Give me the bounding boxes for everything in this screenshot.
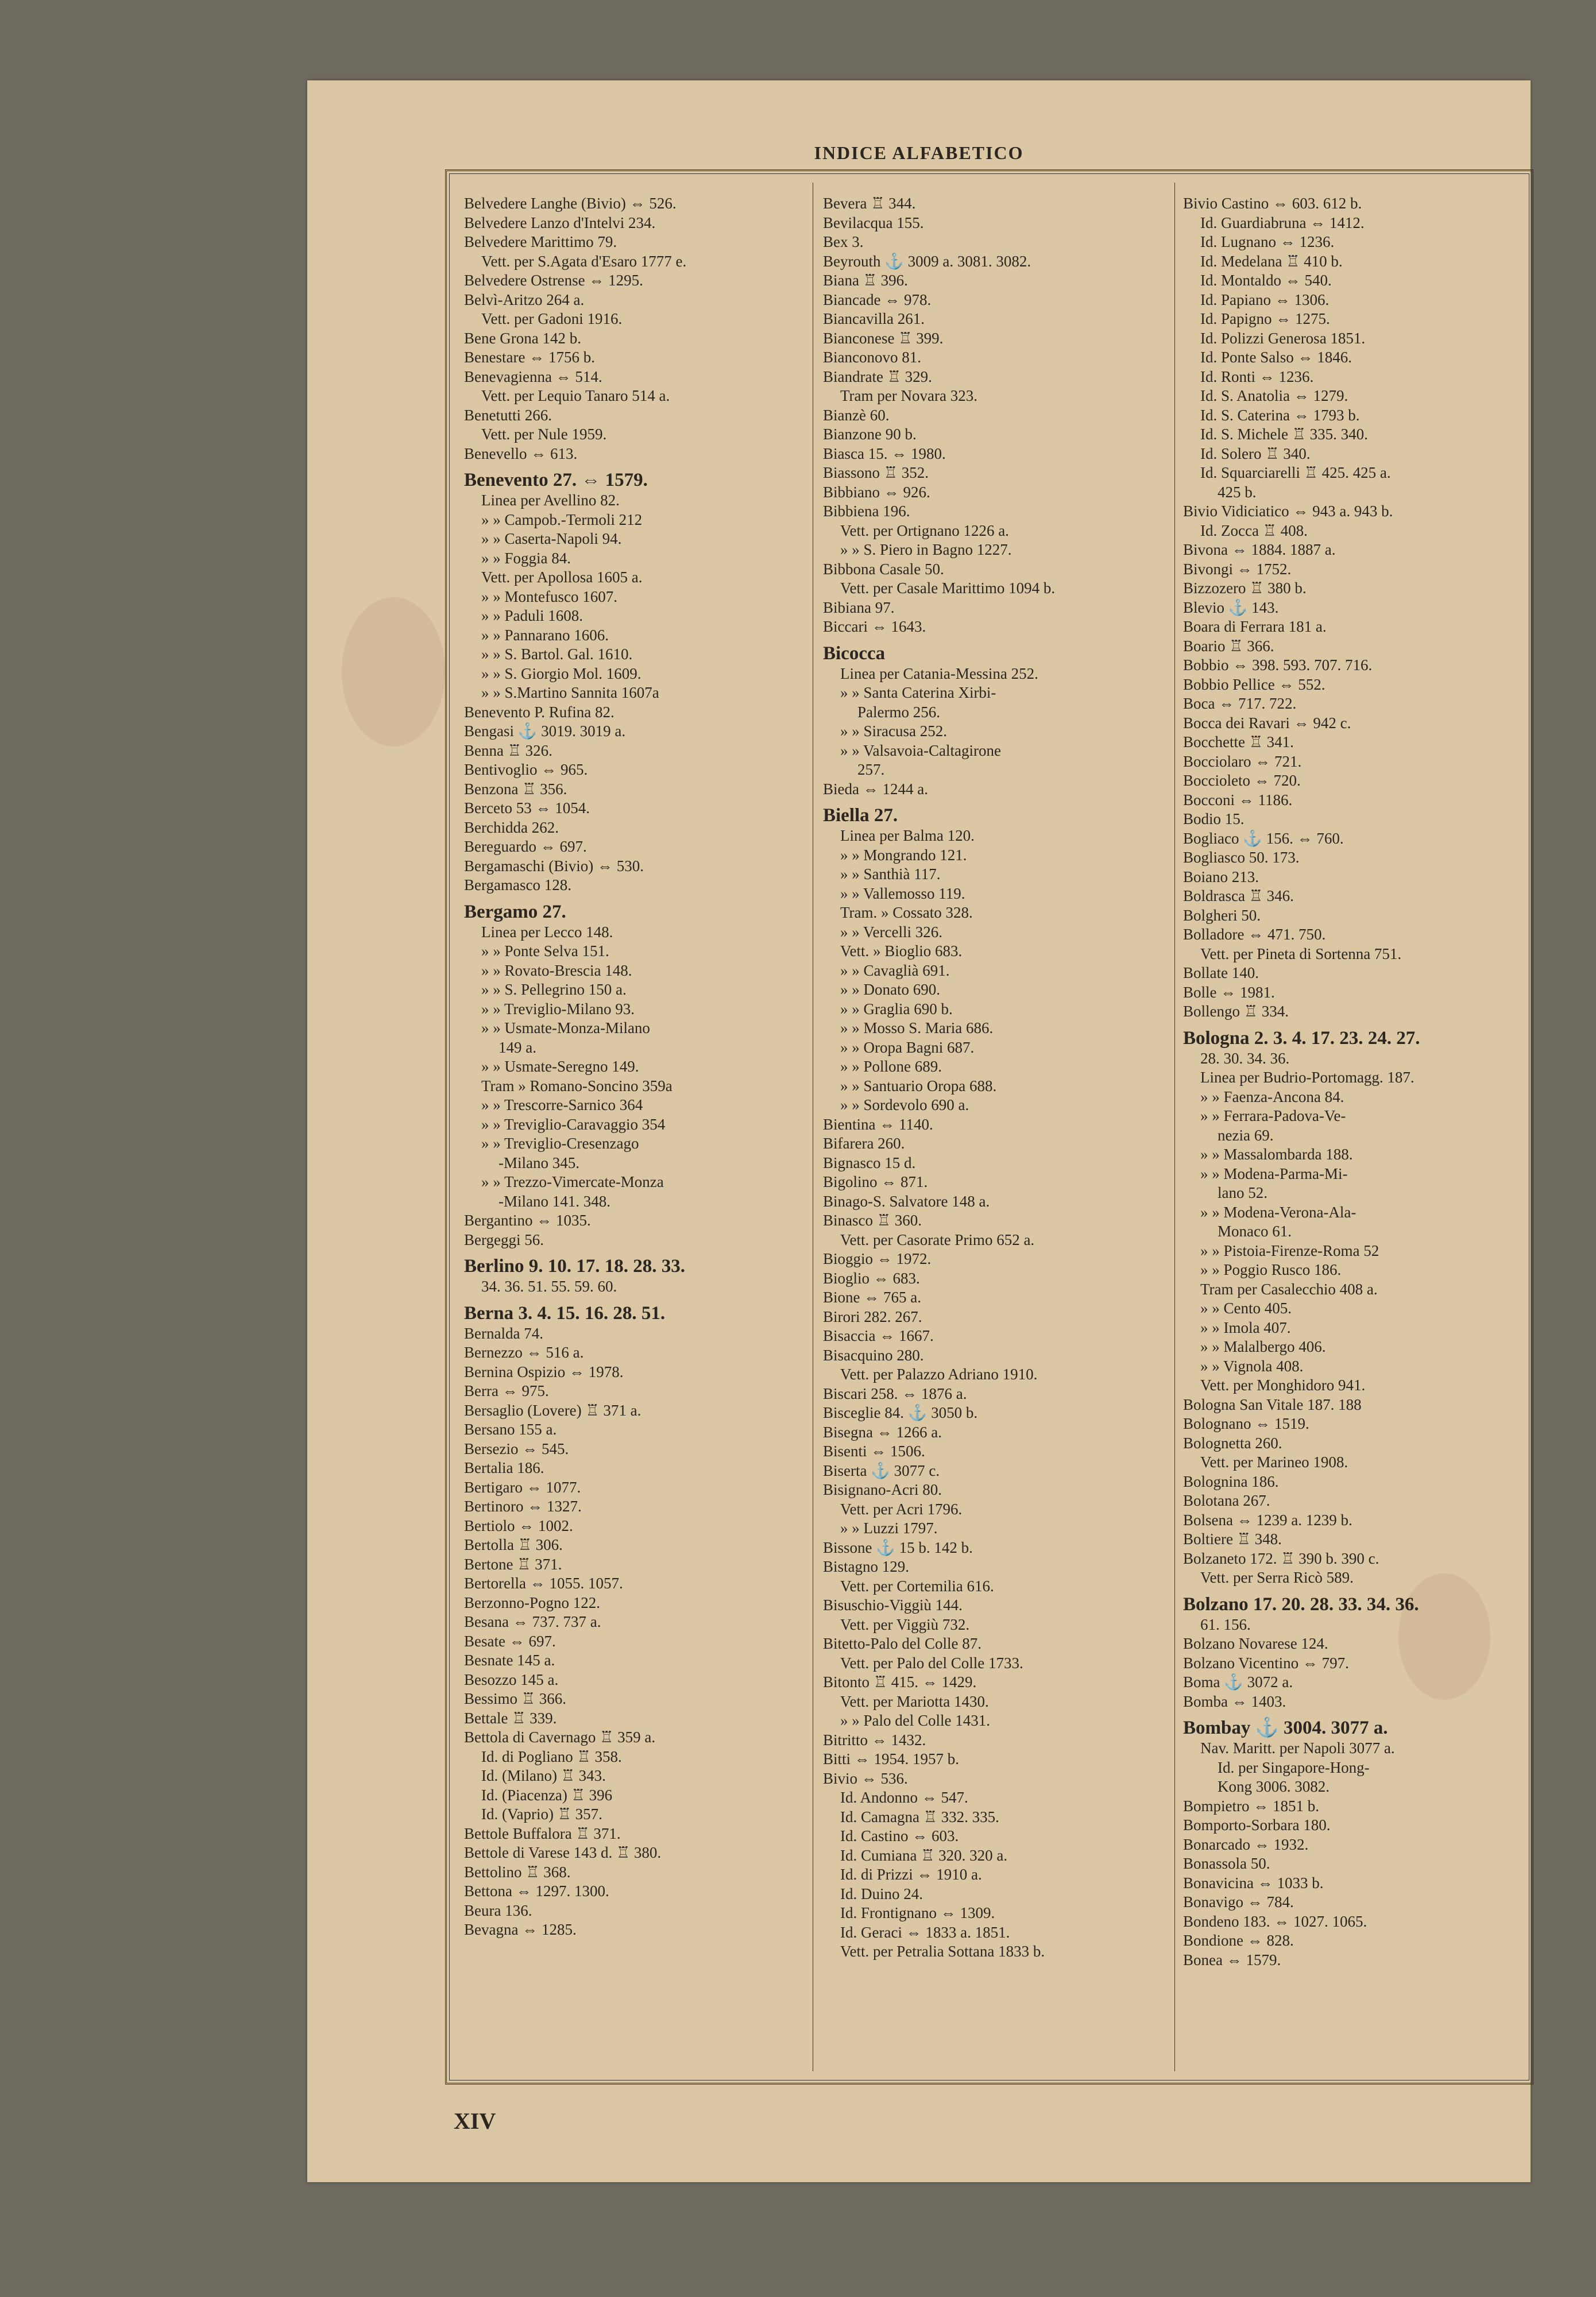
index-entry: Bex 3.: [823, 233, 864, 250]
index-entry: » » Pannarano 1606.: [481, 626, 609, 644]
index-entry: Id. per Singapore-Hong-: [1218, 1758, 1370, 1776]
index-entry: Biana ♖ 396.: [823, 272, 908, 289]
index-entry: Vett. per Ortignano 1226 a.: [840, 521, 1009, 539]
index-entry: Tram. » Cossato 328.: [840, 904, 973, 921]
index-entry: Bigolino ⇔ 871.: [823, 1173, 928, 1190]
scanned-page: [307, 80, 1531, 2182]
index-entry: Id. Zocca ♖ 408.: [1200, 521, 1308, 539]
index-entry: Linea per Catania-Messina 252.: [840, 664, 1038, 682]
index-entry: » » Rovato-Brescia 148.: [481, 961, 632, 979]
index-entry: Vett. per Nule 1959.: [481, 426, 607, 443]
index-entry: -Milano 345.: [498, 1154, 579, 1171]
index-entry: Besozzo 145 a.: [464, 1670, 559, 1688]
index-entry: Benevento P. Rufina 82.: [464, 703, 615, 721]
index-entry: Boiano 213.: [1183, 868, 1259, 885]
index-entry: Id. di Pogliano ♖ 358.: [481, 1747, 622, 1765]
index-entry: Bioggio ⇔ 1972.: [823, 1250, 932, 1267]
index-entry: 149 a.: [498, 1038, 536, 1056]
index-entry: Bersano 155 a.: [464, 1421, 557, 1438]
index-entry: Bonarcado ⇔ 1932.: [1183, 1835, 1309, 1853]
index-entry: Bibbiano ⇔ 926.: [823, 483, 930, 501]
index-entry: » » Foggia 84.: [481, 549, 571, 567]
index-entry: Id. Squarciarelli ♖ 425. 425 a.: [1200, 464, 1391, 481]
index-entry: 28. 30. 34. 36.: [1200, 1049, 1290, 1067]
index-entry: » » Faenza-Ancona 84.: [1200, 1088, 1344, 1105]
index-entry: Besate ⇔ 697.: [464, 1632, 556, 1650]
index-entry: Vett. per Palo del Colle 1733.: [840, 1654, 1023, 1672]
index-entry: Vett. per Casale Marittimo 1094 b.: [840, 579, 1056, 597]
index-entry: Biancade ⇔ 978.: [823, 291, 932, 308]
index-entry: Vett. per Serra Ricò 589.: [1200, 1569, 1354, 1586]
index-entry: Id. Cumiana ♖ 320. 320 a.: [840, 1846, 1008, 1864]
index-entry: Bolognano ⇔ 1519.: [1183, 1415, 1309, 1432]
index-entry: Bobbio Pellice ⇔ 552.: [1183, 675, 1326, 693]
index-entry: Id. (Piacenza) ♖ 396: [481, 1786, 613, 1804]
index-entry: Id. Andonno ⇔ 547.: [840, 1789, 968, 1806]
index-entry: Bivongi ⇔ 1752.: [1183, 560, 1292, 578]
index-entry: Bologna San Vitale 187. 188: [1183, 1395, 1362, 1413]
index-entry: Boma ⚓ 3072 a.: [1183, 1673, 1293, 1691]
index-entry: Bergamasco 128.: [464, 876, 571, 894]
index-entry: Bivio Vidiciatico ⇔ 943 a. 943 b.: [1183, 502, 1393, 520]
index-heading: Benevento 27. ⇔ 1579.: [464, 470, 648, 490]
index-entry: Biancavilla 261.: [823, 310, 925, 327]
index-entry: Boara di Ferrara 181 a.: [1183, 618, 1327, 635]
index-entry: Bettole di Varese 143 d. ♖ 380.: [464, 1844, 662, 1861]
index-entry: Bione ⇔ 765 a.: [823, 1289, 921, 1306]
index-entry: » » Usmate-Monza-Milano: [481, 1019, 650, 1037]
paper-stain: [342, 597, 445, 747]
index-entry: Bernalda 74.: [464, 1324, 543, 1342]
index-entry: Id. Camagna ♖ 332. 335.: [840, 1808, 999, 1826]
index-entry: Tram » Romano-Soncino 359a: [481, 1077, 673, 1095]
index-entry: Biserta ⚓ 3077 c.: [823, 1461, 940, 1479]
column-rule: [1174, 183, 1175, 2071]
index-entry: Benevello ⇔ 613.: [464, 444, 578, 462]
index-entry: Id. Papigno ⇔ 1275.: [1200, 310, 1330, 327]
index-entry: Bolotana 267.: [1183, 1492, 1270, 1509]
index-entry: Id. Polizzi Generosa 1851.: [1200, 329, 1366, 347]
index-entry: Bolle ⇔ 1981.: [1183, 983, 1275, 1001]
index-entry: Bifarera 260.: [823, 1135, 905, 1152]
index-entry: Bianzè 60.: [823, 406, 890, 424]
index-entry: Id. Medelana ♖ 410 b.: [1200, 252, 1343, 270]
index-entry: Bengasi ⚓ 3019. 3019 a.: [464, 722, 626, 740]
index-entry: » » Mosso S. Maria 686.: [840, 1019, 994, 1037]
index-entry: Bizzozero ♖ 380 b.: [1183, 579, 1307, 597]
index-entry: Id. S. Anatolia ⇔ 1279.: [1200, 387, 1348, 404]
index-entry: Vett. per Apollosa 1605 a.: [481, 569, 643, 586]
index-entry: Id. di Prizzi ⇔ 1910 a.: [840, 1866, 982, 1883]
index-entry: Bertalia 186.: [464, 1459, 544, 1476]
index-column-1: [464, 194, 803, 1940]
index-entry: -Milano 141. 348.: [498, 1192, 610, 1210]
index-entry: » » Luzzi 1797.: [840, 1519, 938, 1537]
index-entry: Berra ⇔ 975.: [464, 1382, 549, 1399]
index-entry: Bieda ⇔ 1244 a.: [823, 780, 928, 798]
index-entry: » » Treviglio-Milano 93.: [481, 1000, 635, 1018]
index-entry: Bevera ♖ 344.: [823, 195, 916, 212]
index-entry: » » Malalbergo 406.: [1200, 1338, 1326, 1355]
index-entry: Bolzano Vicentino ⇔ 797.: [1183, 1654, 1349, 1672]
index-entry: Bevagna ⇔ 1285.: [464, 1921, 577, 1938]
index-entry: » » Trescorre-Sarnico 364: [481, 1096, 643, 1113]
index-entry: Biccari ⇔ 1643.: [823, 618, 926, 635]
index-entry: » » Oropa Bagni 687.: [840, 1038, 975, 1056]
index-entry: Bianzone 90 b.: [823, 426, 917, 443]
index-entry: Biscari 258. ⇔ 1876 a.: [823, 1385, 967, 1402]
index-column-2: [823, 194, 1168, 1962]
index-heading: Bolzano 17. 20. 28. 33. 34. 36.: [1183, 1594, 1419, 1615]
index-entry: Bollengo ♖ 334.: [1183, 1003, 1289, 1020]
index-entry: » » S. Piero in Bagno 1227.: [840, 541, 1012, 558]
index-entry: » » Trezzo-Vimercate-Monza: [481, 1173, 664, 1190]
index-entry: 61. 156.: [1200, 1615, 1251, 1633]
index-entry: Bolognina 186.: [1183, 1472, 1279, 1490]
index-entry: Bobbio ⇔ 398. 593. 707. 716.: [1183, 656, 1373, 674]
index-entry: Kong 3006. 3082.: [1218, 1778, 1330, 1795]
index-entry: Vett. per Pineta di Sortenna 751.: [1200, 945, 1402, 962]
index-entry: » » S. Bartol. Gal. 1610.: [481, 645, 633, 663]
index-entry: Bertolla ♖ 306.: [464, 1536, 563, 1553]
index-entry: Bene Grona 142 b.: [464, 329, 581, 347]
index-heading: Bergamo 27.: [464, 901, 566, 922]
index-entry: Bianconovo 81.: [823, 349, 921, 366]
index-entry: Benzona ♖ 356.: [464, 780, 567, 798]
index-entry: » » Cavaglià 691.: [840, 961, 950, 979]
index-entry: » » Treviglio-Caravaggio 354: [481, 1115, 666, 1133]
index-entry: Bomporto-Sorbara 180.: [1183, 1816, 1331, 1834]
index-entry: Belvì-Aritzo 264 a.: [464, 291, 585, 308]
index-entry: Beura 136.: [464, 1901, 532, 1919]
index-entry: Vett. per Mariotta 1430.: [840, 1692, 989, 1710]
index-entry: Boario ♖ 366.: [1183, 637, 1274, 655]
index-heading: Bombay ⚓ 3004. 3077 a.: [1183, 1718, 1388, 1738]
index-entry: Bitetto-Palo del Colle 87.: [823, 1635, 981, 1652]
index-entry: Belvedere Langhe (Bivio) ⇔ 526.: [464, 195, 677, 212]
index-entry: Bergeggi 56.: [464, 1231, 544, 1248]
index-entry: Bondione ⇔ 828.: [1183, 1932, 1294, 1949]
index-entry: » » Caserta-Napoli 94.: [481, 530, 622, 547]
index-entry: Bodio 15.: [1183, 810, 1245, 827]
index-entry: Bonea ⇔ 1579.: [1183, 1951, 1281, 1969]
index-entry: Berzonno-Pogno 122.: [464, 1594, 600, 1611]
index-entry: Id. Ponte Salso ⇔ 1846.: [1200, 349, 1352, 366]
index-entry: » » Sordevolo 690 a.: [840, 1096, 969, 1113]
index-heading: Bicocca: [823, 643, 886, 664]
index-entry: Id. S. Michele ♖ 335. 340.: [1200, 426, 1368, 443]
index-entry: 257.: [857, 761, 885, 778]
index-column-3: [1183, 194, 1528, 1970]
index-entry: Bereguardo ⇔ 697.: [464, 838, 587, 855]
index-entry: Nav. Maritt. per Napoli 3077 a.: [1200, 1739, 1395, 1757]
index-entry: Bonavicina ⇔ 1033 b.: [1183, 1874, 1324, 1892]
index-entry: » » Modena-Verona-Ala-: [1200, 1203, 1357, 1221]
index-entry: Bocchette ♖ 341.: [1183, 733, 1294, 751]
index-entry: Bioglio ⇔ 683.: [823, 1269, 920, 1287]
index-entry: » » Siracusa 252.: [840, 722, 947, 740]
index-entry: Id. Montaldo ⇔ 540.: [1200, 272, 1332, 289]
index-entry: Vett. per Palazzo Adriano 1910.: [840, 1366, 1038, 1383]
index-entry: Bignasco 15 d.: [823, 1154, 916, 1171]
index-entry: Bianconese ♖ 399.: [823, 329, 944, 347]
index-entry: Bergamaschi (Bivio) ⇔ 530.: [464, 857, 644, 875]
index-entry: Bompietro ⇔ 1851 b.: [1183, 1797, 1319, 1815]
index-entry: Binasco ♖ 360.: [823, 1212, 922, 1229]
index-entry: » » Mongrando 121.: [840, 846, 967, 864]
index-entry: Id. Castino ⇔ 603.: [840, 1827, 959, 1844]
index-entry: Bollate 140.: [1183, 964, 1259, 981]
index-entry: Bentivoglio ⇔ 965.: [464, 761, 588, 778]
index-entry: Bitti ⇔ 1954. 1957 b.: [823, 1750, 960, 1768]
index-entry: Bocconi ⇔ 1186.: [1183, 791, 1293, 809]
index-entry: » » Pollone 689.: [840, 1058, 942, 1075]
index-entry: Besnate 145 a.: [464, 1652, 555, 1669]
index-entry: Birori 282. 267.: [823, 1308, 922, 1325]
index-heading: Berna 3. 4. 15. 16. 28. 51.: [464, 1302, 666, 1324]
index-entry: » » Santa Caterina Xirbi-: [840, 684, 996, 701]
index-entry: Benna ♖ 326.: [464, 741, 552, 759]
index-entry: » » Imola 407.: [1200, 1318, 1291, 1336]
index-entry: Bolgheri 50.: [1183, 906, 1261, 924]
index-entry: Bogliasco 50. 173.: [1183, 849, 1300, 866]
index-entry: Id. Frontignano ⇔ 1309.: [840, 1904, 995, 1921]
index-entry: Bolzaneto 172. ♖ 390 b. 390 c.: [1183, 1549, 1379, 1567]
index-entry: Id. S. Caterina ⇔ 1793 b.: [1200, 406, 1360, 424]
index-entry: Biasca 15. ⇔ 1980.: [823, 444, 946, 462]
index-entry: Bonavigo ⇔ 784.: [1183, 1893, 1294, 1911]
index-entry: Bernezzo ⇔ 516 a.: [464, 1344, 584, 1361]
index-entry: Bolsena ⇔ 1239 a. 1239 b.: [1183, 1511, 1352, 1529]
index-entry: Id. Ronti ⇔ 1236.: [1200, 368, 1314, 385]
index-entry: Bibbiena 196.: [823, 502, 910, 520]
index-entry: Bibiana 97.: [823, 598, 895, 616]
index-entry: Vett. per Marineo 1908.: [1200, 1453, 1348, 1471]
index-entry: » » S. Pellegrino 150 a.: [481, 981, 627, 998]
index-entry: Bersaglio (Lovere) ♖ 371 a.: [464, 1401, 642, 1419]
index-entry: Benestare ⇔ 1756 b.: [464, 349, 595, 366]
index-entry: Bisacquino 280.: [823, 1346, 924, 1364]
index-entry: » » Cento 405.: [1200, 1300, 1292, 1317]
index-entry: » » Modena-Parma-Mi-: [1200, 1165, 1348, 1182]
index-entry: Besana ⇔ 737. 737 a.: [464, 1613, 601, 1630]
index-entry: Id. Guardiabruna ⇔ 1412.: [1200, 214, 1365, 231]
index-entry: Monaco 61.: [1218, 1223, 1292, 1240]
index-entry: Bisignano-Acri 80.: [823, 1481, 942, 1498]
index-heading: Berlino 9. 10. 17. 18. 28. 33.: [464, 1256, 685, 1277]
index-entry: Bivio ⇔ 536.: [823, 1769, 908, 1787]
index-entry: Id. Geraci ⇔ 1833 a. 1851.: [840, 1923, 1010, 1941]
index-entry: Bisaccia ⇔ 1667.: [823, 1327, 934, 1344]
index-entry: Linea per Budrio-Portomagg. 187.: [1200, 1069, 1415, 1086]
index-entry: nezia 69.: [1218, 1126, 1274, 1144]
index-entry: Bertinoro ⇔ 1327.: [464, 1498, 582, 1515]
index-heading: Bologna 2. 3. 4. 17. 23. 24. 27.: [1183, 1027, 1420, 1049]
index-entry: Tram per Casalecchio 408 a.: [1200, 1280, 1378, 1298]
index-entry: lano 52.: [1218, 1184, 1267, 1201]
index-entry: Bersezio ⇔ 545.: [464, 1440, 569, 1457]
index-entry: Belvedere Lanzo d'Intelvi 234.: [464, 214, 656, 231]
index-entry: 425 b.: [1218, 483, 1257, 501]
index-entry: Bissone ⚓ 15 b. 142 b.: [823, 1538, 973, 1556]
index-entry: » » Donato 690.: [840, 981, 940, 998]
index-heading: Biella 27.: [823, 805, 898, 826]
index-entry: Bettale ♖ 339.: [464, 1709, 557, 1727]
index-entry: Bientina ⇔ 1140.: [823, 1115, 933, 1133]
index-entry: Vett. » Bioglio 683.: [840, 942, 963, 960]
index-entry: Vett. per Casorate Primo 652 a.: [840, 1231, 1035, 1248]
index-entry: Bitritto ⇔ 1432.: [823, 1731, 926, 1749]
index-entry: Bivio Castino ⇔ 603. 612 b.: [1183, 195, 1362, 212]
index-entry: » » Vallemosso 119.: [840, 884, 965, 902]
index-entry: Linea per Balma 120.: [840, 827, 975, 844]
index-entry: Bevilacqua 155.: [823, 214, 924, 231]
index-entry: » » Vignola 408.: [1200, 1357, 1304, 1375]
index-entry: Linea per Lecco 148.: [481, 923, 613, 941]
page-number: XIV: [454, 2108, 496, 2134]
index-entry: » » Valsavoia-Caltagirone: [840, 741, 1001, 759]
index-entry: Id. Lugnano ⇔ 1236.: [1200, 233, 1335, 250]
index-entry: » » Montefusco 1607.: [481, 587, 617, 605]
index-entry: Bocca dei Ravari ⇔ 942 c.: [1183, 714, 1351, 732]
index-entry: Blevio ⚓ 143.: [1183, 598, 1279, 616]
index-entry: Bertiolo ⇔ 1002.: [464, 1517, 573, 1534]
index-entry: Boltiere ♖ 348.: [1183, 1530, 1282, 1548]
index-entry: Bolladore ⇔ 471. 750.: [1183, 926, 1326, 943]
index-entry: » » Massalombarda 188.: [1200, 1146, 1353, 1163]
index-entry: Belvedere Ostrense ⇔ 1295.: [464, 272, 643, 289]
index-entry: » » S. Giorgio Mol. 1609.: [481, 664, 642, 682]
index-entry: » » Paduli 1608.: [481, 607, 583, 624]
index-entry: » » Pistoia-Firenze-Roma 52: [1200, 1242, 1379, 1259]
index-entry: Id. (Vaprio) ♖ 357.: [481, 1805, 602, 1823]
index-entry: Biassono ♖ 352.: [823, 464, 929, 481]
index-entry: Beyrouth ⚓ 3009 a. 3081. 3082.: [823, 252, 1031, 270]
index-entry: Bisuschio-Viggiù 144.: [823, 1596, 963, 1614]
index-entry: Biandrate ♖ 329.: [823, 368, 932, 385]
index-entry: Vett. per Gadoni 1916.: [481, 310, 623, 327]
index-entry: Belvedere Marittimo 79.: [464, 233, 617, 250]
index-entry: Bessimo ♖ 366.: [464, 1690, 566, 1707]
index-entry: Bondeno 183. ⇔ 1027. 1065.: [1183, 1912, 1367, 1930]
index-entry: Tram per Novara 323.: [840, 387, 977, 404]
index-entry: Bisceglie 84. ⚓ 3050 b.: [823, 1404, 978, 1421]
index-entry: Id. Papiano ⇔ 1306.: [1200, 291, 1330, 308]
index-entry: Benetutti 266.: [464, 406, 552, 424]
index-entry: Bomba ⇔ 1403.: [1183, 1692, 1286, 1710]
index-entry: Vett. per Lequio Tanaro 514 a.: [481, 387, 670, 404]
index-entry: Bernina Ospizio ⇔ 1978.: [464, 1363, 624, 1380]
index-entry: 34. 36. 51. 55. 59. 60.: [481, 1278, 617, 1295]
index-entry: Bertone ♖ 371.: [464, 1555, 562, 1573]
index-entry: Bettola di Cavernago ♖ 359 a.: [464, 1728, 656, 1746]
index-entry: Vett. per Cortemilia 616.: [840, 1577, 994, 1595]
index-entry: Bivona ⇔ 1884. 1887 a.: [1183, 541, 1336, 558]
index-entry: Vett. per Acri 1796.: [840, 1500, 963, 1518]
index-entry: Bolognetta 260.: [1183, 1434, 1282, 1452]
page-header: INDICE ALFABETICO: [814, 142, 1024, 163]
index-entry: » » Usmate-Seregno 149.: [481, 1058, 639, 1075]
index-entry: Bolzano Novarese 124.: [1183, 1635, 1328, 1652]
index-entry: » » Santuario Oropa 688.: [840, 1077, 997, 1095]
index-entry: » » Treviglio-Cresenzago: [481, 1135, 639, 1152]
index-entry: Bisenti ⇔ 1506.: [823, 1443, 925, 1460]
index-entry: » » Santhià 117.: [840, 865, 941, 883]
index-entry: » » Poggio Rusco 186.: [1200, 1261, 1342, 1278]
index-entry: Bistagno 129.: [823, 1558, 910, 1575]
index-entry: Vett. per S.Agata d'Esaro 1777 e.: [481, 252, 687, 270]
index-entry: » » Ponte Selva 151.: [481, 942, 609, 960]
index-entry: Bettole Buffalora ♖ 371.: [464, 1824, 621, 1842]
index-entry: » » Palo del Colle 1431.: [840, 1712, 990, 1729]
index-entry: Id. Solero ♖ 340.: [1200, 444, 1311, 462]
index-entry: Linea per Avellino 82.: [481, 492, 620, 509]
index-entry: Bergantino ⇔ 1035.: [464, 1212, 591, 1229]
index-entry: Bogliaco ⚓ 156. ⇔ 760.: [1183, 829, 1344, 847]
index-entry: Bocciolaro ⇔ 721.: [1183, 752, 1302, 770]
index-entry: Palermo 256.: [857, 703, 940, 721]
index-entry: » » Campob.-Termoli 212: [481, 511, 643, 528]
index-entry: Vett. per Viggiù 732.: [840, 1615, 970, 1633]
index-entry: Berceto 53 ⇔ 1054.: [464, 799, 590, 817]
index-entry: Berchidda 262.: [464, 818, 559, 836]
index-entry: Boccioleto ⇔ 720.: [1183, 772, 1301, 789]
index-entry: Bettona ⇔ 1297. 1300.: [464, 1882, 609, 1900]
index-entry: Bettolino ♖ 368.: [464, 1863, 571, 1881]
index-entry: Benevagienna ⇔ 514.: [464, 368, 602, 385]
index-entry: Id. (Milano) ♖ 343.: [481, 1767, 606, 1784]
index-entry: » » Graglia 690 b.: [840, 1000, 953, 1018]
index-entry: Bitonto ♖ 415. ⇔ 1429.: [823, 1673, 977, 1691]
index-entry: Vett. per Monghidoro 941.: [1200, 1376, 1366, 1394]
index-entry: Bibbona Casale 50.: [823, 560, 944, 578]
index-entry: Id. Duino 24.: [840, 1885, 923, 1902]
index-frame: [445, 169, 1533, 2085]
index-entry: Boldrasca ♖ 346.: [1183, 887, 1294, 904]
index-entry: Bertigaro ⇔ 1077.: [464, 1478, 581, 1496]
index-entry: Vett. per Petralia Sottana 1833 b.: [840, 1943, 1045, 1960]
index-entry: » » S.Martino Sannita 1607a: [481, 684, 659, 701]
index-entry: Boca ⇔ 717. 722.: [1183, 695, 1297, 712]
index-entry: Binago-S. Salvatore 148 a.: [823, 1192, 990, 1210]
index-entry: Bisegna ⇔ 1266 a.: [823, 1423, 942, 1441]
index-entry: Bonassola 50.: [1183, 1855, 1270, 1872]
index-entry: » » Ferrara-Padova-Ve-: [1200, 1107, 1346, 1124]
index-entry: » » Vercelli 326.: [840, 923, 942, 941]
index-entry: Bertorella ⇔ 1055. 1057.: [464, 1575, 623, 1592]
